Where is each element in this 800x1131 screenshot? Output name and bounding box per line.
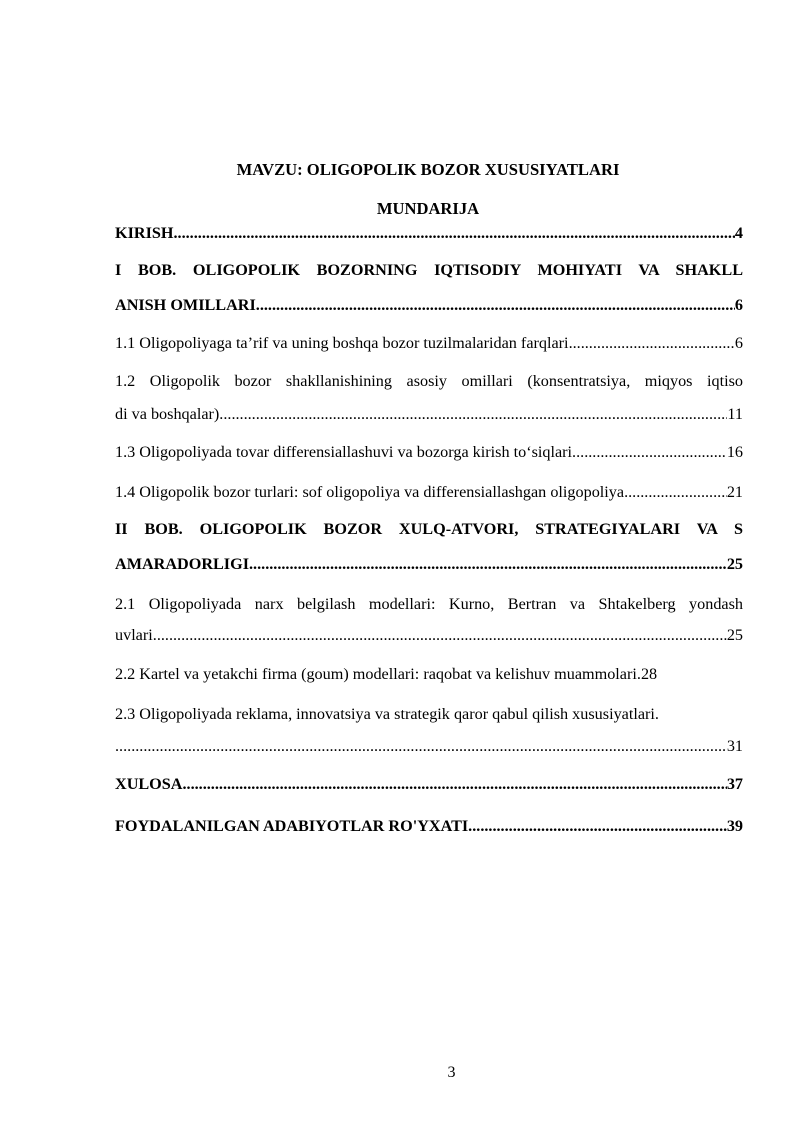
toc-page-number: 16 [726,443,743,461]
toc-entry-text: FOYDALANILGAN ADABIYOTLAR RO'YXATI [115,817,469,835]
toc-entry-text: ANISH OMILLARI [115,296,256,314]
toc-entry-adabiyotlar[interactable] [115,816,743,836]
toc-leader-dots [219,404,727,424]
toc-entry-1-2[interactable] [115,404,743,424]
toc-page-number: 6 [734,296,743,314]
toc-entry-1-3[interactable] [115,442,743,462]
toc-title: MUNDARIJA [376,199,480,218]
toc-leader-dots [569,333,735,353]
toc-entry-2-3[interactable] [115,736,743,756]
page-number: 3 [447,1064,456,1081]
toc-page-number: 28 [640,665,658,683]
toc-entry-text: 2.2 Kartel va yetakchi firma (goum) modellari: raqobat va kelishuv muammolari. [115,665,641,683]
toc-page-number: 25 [726,626,743,644]
toc-page-number: 21 [726,483,743,501]
toc-entry-bob2-line1[interactable]: II BOB. OLIGOPOLIK BOZOR XULQ-ATVORI, STRATEGIYALARI VA S [115,520,743,538]
toc-entry-text: XULOSA [115,775,183,793]
toc-entry-text: di va boshqalar) [115,405,220,423]
toc-entry-text: 1.4 Oligopolik bozor turlari: sof oligopoliya va differensiallashgan oligopoliya [115,483,625,501]
toc-leader-dots [249,554,727,574]
toc-leader-dots [182,774,726,794]
toc-entry-2-2[interactable] [115,664,743,684]
toc-page-number: 39 [726,817,743,835]
toc-page-number: 6 [734,334,743,352]
toc-leader-dots [468,816,727,836]
toc-entry-text: KIRISH [115,224,174,242]
toc-entry-2-1[interactable] [115,625,743,645]
toc-entry-text: AMARADORLIGI [115,555,249,573]
toc-entry-xulosa[interactable] [115,774,743,794]
toc-entry-1-4[interactable] [115,482,743,502]
toc-leader-dots [153,625,727,645]
toc-entry-bob1[interactable] [115,295,743,315]
toc-entry-kirish[interactable] [115,223,743,243]
toc-entry-bob1-line1[interactable]: I BOB. OLIGOPOLIK BOZORNING IQTISODIY MOHIYATI VA SHAKLL [115,261,743,279]
toc-page-number: 25 [726,555,743,573]
toc-page-number: 37 [726,775,743,793]
toc-entry-text: uvlari [115,626,153,644]
toc-page-number: 31 [726,737,743,755]
toc-leader-dots [115,736,727,756]
toc-entry-text: 1.3 Oligopoliyada tovar differensiallashuvi va bozorga kirish to‘siqlari [115,443,573,461]
toc-entry-1-1[interactable] [115,333,743,353]
toc-leader-dots [624,482,727,502]
toc-leader-dots [256,295,735,315]
toc-entry-1-2-line1[interactable]: 1.2 Oligopolik bozor shakllanishining asosiy omillari (konsentratsiya, miqyos iqtiso [115,372,743,390]
toc-entry-2-3-line1[interactable]: 2.3 Oligopoliyada reklama, innovatsiya va strategik qaror qabul qilish xususiyatlari. [115,705,659,723]
toc-entry-2-1-line1[interactable]: 2.1 Oligopoliyada narx belgilash modellari: Kurno, Bertran va Shtakelberg yondash [115,595,743,613]
toc-page-number: 11 [727,405,743,423]
toc-leader-dots [173,223,734,243]
toc-entry-text: 1.1 Oligopoliyaga ta’rif va uning boshqa bozor tuzilmalaridan farqlari [115,334,569,352]
toc-entry-bob2[interactable] [115,554,743,574]
topic-title: MAVZU: OLIGOPOLIK BOZOR XUSUSIYATLARI [236,160,620,179]
toc-page-number: 4 [734,224,743,242]
toc-leader-dots [572,442,727,462]
